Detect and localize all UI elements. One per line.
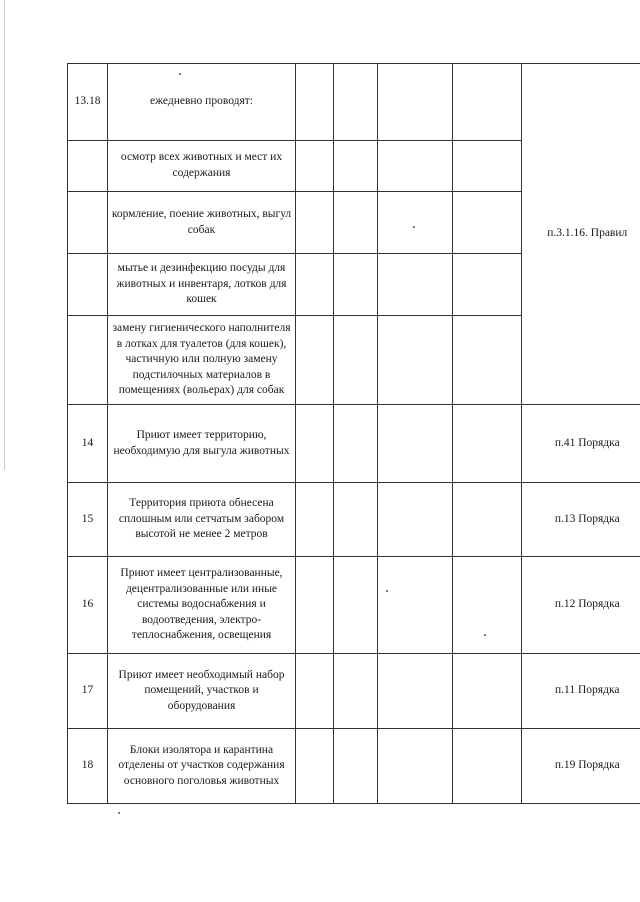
empty-cell [296,729,334,804]
table-row [68,64,640,141]
empty-cell [296,557,334,654]
empty-cell [453,192,522,254]
empty-cell [378,141,453,192]
empty-cell [296,316,334,405]
empty-cell [334,654,378,729]
empty-cell [453,729,522,804]
legal-reference: п.41 Порядка [522,405,640,483]
requirement-text: кормление, поение животных, выгул собак [108,192,296,254]
row-number: 17 [68,654,108,729]
requirement-text: Приют имеет необходимый набор помещений, участков и оборудования [108,654,296,729]
scan-speck [386,590,388,592]
requirement-text: Территория приюта обнесена сплошным или сетчатым забором высотой не менее 2 метров [108,483,296,557]
empty-cell [378,483,453,557]
empty-cell [453,483,522,557]
empty-cell [334,405,378,483]
checklist-table [67,63,640,804]
row-number [68,316,108,405]
table-row [68,405,640,483]
empty-cell [378,729,453,804]
legal-reference: п.13 Порядка [522,483,640,557]
empty-cell [296,64,334,141]
empty-cell [453,316,522,405]
legal-reference: п.12 Порядка [522,557,640,654]
legal-reference: п.3.1.16. Правил [522,64,640,405]
row-number: 16 [68,557,108,654]
empty-cell [453,141,522,192]
table-row [68,483,640,557]
requirement-text: мытье и дезинфекцию посуды для животных и инвентаря, лотков для кошек [108,254,296,316]
scan-edge-line [4,0,5,470]
legal-reference: п.11 Порядка [522,654,640,729]
empty-cell [378,254,453,316]
empty-cell [334,729,378,804]
empty-cell [378,316,453,405]
empty-cell [378,405,453,483]
requirement-text: Приют имеет централизованные, децентрализованные или иные системы водоснабжения и водоотведения, электро-теплоснабжения, освещения [108,557,296,654]
row-number [68,141,108,192]
requirement-text: осмотр всех животных и мест их содержания [108,141,296,192]
empty-cell [378,64,453,141]
row-number [68,254,108,316]
scan-speck [118,812,120,814]
empty-cell [296,405,334,483]
scan-speck [179,73,181,75]
scan-speck [484,634,486,636]
empty-cell [334,316,378,405]
empty-cell [378,557,453,654]
empty-cell [296,254,334,316]
empty-cell [378,192,453,254]
row-number: 15 [68,483,108,557]
requirement-text: замену гигиенического наполнителя в лотках для туалетов (для кошек), частичную или полную замену подстилочных материалов в помещениях (вольерах) для собак [108,316,296,405]
row-number: 14 [68,405,108,483]
requirement-text: ежедневно проводят: [108,64,296,141]
empty-cell [453,405,522,483]
row-number [68,192,108,254]
table-row [68,557,640,654]
empty-cell [334,557,378,654]
row-number: 18 [68,729,108,804]
empty-cell [296,654,334,729]
empty-cell [334,192,378,254]
empty-cell [334,254,378,316]
empty-cell [378,654,453,729]
table-row [68,654,640,729]
empty-cell [453,654,522,729]
legal-reference: п.19 Порядка [522,729,640,804]
row-number: 13.18 [68,64,108,141]
empty-cell [334,64,378,141]
empty-cell [296,483,334,557]
scan-speck [413,226,415,228]
empty-cell [334,483,378,557]
empty-cell [453,64,522,141]
empty-cell [453,254,522,316]
requirement-text: Блоки изолятора и карантина отделены от участков содержания основного поголовья животных [108,729,296,804]
empty-cell [296,192,334,254]
empty-cell [453,557,522,654]
table-row [68,729,640,804]
empty-cell [334,141,378,192]
empty-cell [296,141,334,192]
requirement-text: Приют имеет территорию, необходимую для выгула животных [108,405,296,483]
